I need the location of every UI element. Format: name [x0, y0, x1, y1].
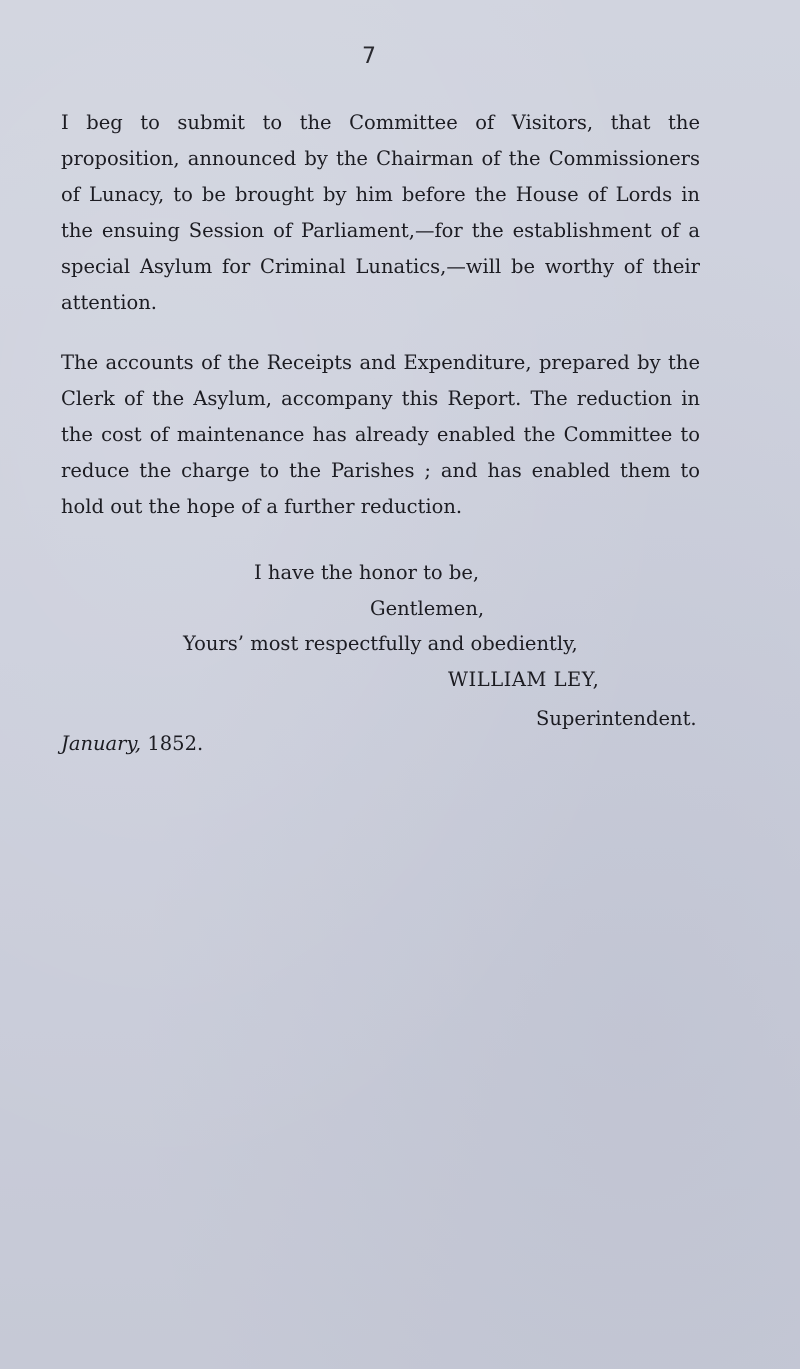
signature-title: Superintendent.: [536, 707, 697, 730]
page-number: 7: [362, 44, 376, 69]
date-year: 1852.: [147, 732, 204, 755]
body-paragraph-1: I beg to submit to the Committee of Visitors, that the proposition, announced by the Chairman of the Commissioners of Lunacy, to be brought by him before the House of Lords in the ensuing Session of Parliament,—for the establishment of a special Asylum for Criminal Lunatics,—will be worthy of their attention.: [61, 111, 700, 314]
date-month: January,: [61, 732, 142, 755]
signature-name: WILLIAM LEY,: [448, 668, 600, 691]
closing-line-valediction: Yours’ most respectfully and obediently,: [183, 632, 578, 655]
body-paragraph-2: The accounts of the Receipts and Expenditure, prepared by the Clerk of the Asylum, accompany this Report. The reduction in the cost of maintenance has already enabled the Committee to reduce the charge to the Parishes ; and has enabled them to hold out the hope of a further reduction.: [61, 351, 700, 518]
closing-line-salutation: Gentlemen,: [370, 597, 485, 620]
date-line: [61, 726, 203, 762]
closing-line-honor: I have the honor to be,: [254, 561, 480, 584]
